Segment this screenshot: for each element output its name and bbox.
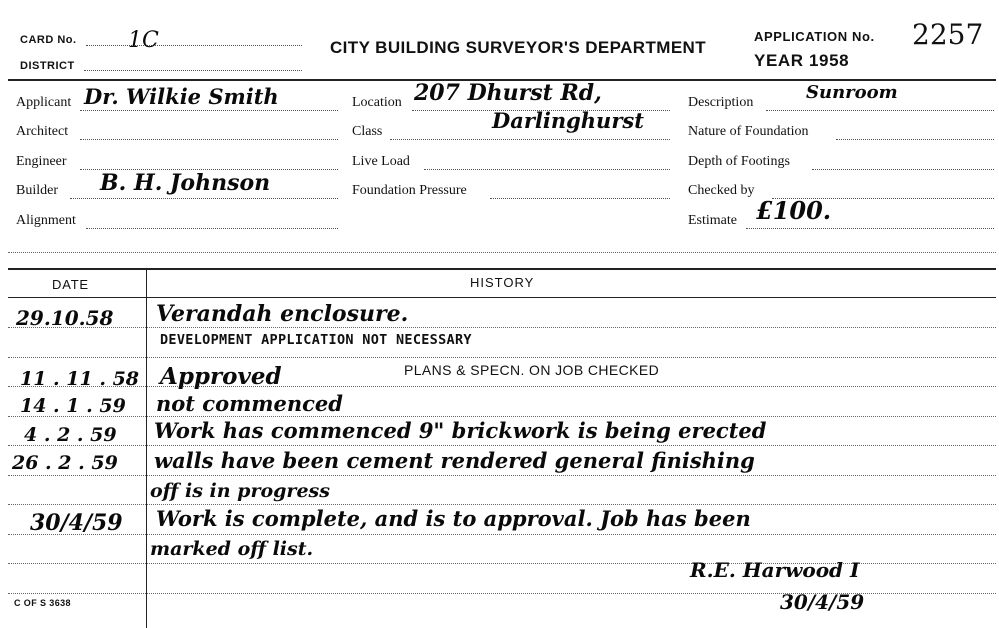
- entry-text: Work is complete, and is to approval. Job has been: [156, 506, 751, 531]
- class-label: Class: [352, 124, 383, 139]
- live-load-line: [424, 169, 670, 170]
- foundation-pressure-label: Foundation Pressure: [352, 183, 467, 198]
- ruled-line: [8, 386, 996, 387]
- application-no-label: APPLICATION No.: [754, 29, 875, 44]
- history-top-rule: [8, 268, 996, 270]
- date-column-header: DATE: [52, 277, 89, 292]
- year-label: YEAR 1958: [754, 51, 850, 70]
- entry-date: 26 . 2 . 59: [12, 452, 118, 474]
- builder-line: [70, 198, 338, 199]
- signature: R.E. Harwood I: [690, 558, 860, 582]
- history-column-header: HISTORY: [470, 275, 535, 290]
- description-value: Sunroom: [806, 82, 898, 103]
- checked-by-label: Checked by: [688, 183, 755, 198]
- entry-text: Verandah enclosure.: [156, 301, 409, 327]
- depth-of-footings-line: [812, 169, 994, 170]
- class-line: [390, 139, 670, 140]
- applicant-line: [80, 110, 338, 111]
- department-title: CITY BUILDING SURVEYOR'S DEPARTMENT: [330, 38, 707, 57]
- column-divider: [146, 269, 147, 628]
- ruled-line: [8, 475, 996, 476]
- location-label: Location: [352, 95, 402, 110]
- entry-date: 11 . 11 . 58: [20, 368, 140, 390]
- description-line: [766, 110, 994, 111]
- entry-text: marked off list.: [150, 538, 314, 560]
- architect-label: Architect: [16, 124, 69, 139]
- builder-value: B. H. Johnson: [100, 170, 271, 196]
- field-block-end-line: [8, 252, 996, 253]
- description-label: Description: [688, 95, 754, 110]
- alignment-line: [86, 228, 338, 229]
- location-value-2: Darlinghurst: [492, 108, 644, 133]
- district-line: [84, 70, 302, 71]
- entry-date: 29.10.58: [16, 306, 114, 330]
- ruled-line: [8, 357, 996, 358]
- architect-line: [80, 139, 338, 140]
- estimate-line: [746, 228, 994, 229]
- location-value: 207 Dhurst Rd,: [414, 80, 602, 106]
- ruled-line: [8, 327, 996, 328]
- applicant-label: Applicant: [16, 95, 72, 110]
- applicant-value: Dr. Wilkie Smith: [84, 84, 279, 109]
- nature-of-foundation-label: Nature of Foundation: [688, 124, 809, 139]
- entry-date: 14 . 1 . 59: [20, 395, 126, 417]
- entry-text: walls have been cement rendered general finishing: [154, 448, 755, 473]
- card-no-value: 1C: [128, 28, 159, 53]
- entry-text: not commenced: [156, 391, 343, 416]
- application-no-value: 2257: [912, 18, 984, 51]
- live-load-label: Live Load: [352, 154, 410, 169]
- entry-text: off is in progress: [150, 480, 330, 502]
- entry-date: 30/4/59: [30, 510, 123, 536]
- ruled-line: [8, 416, 996, 417]
- entry-stamp-text: DEVELOPMENT APPLICATION NOT NECESSARY: [160, 332, 472, 348]
- foundation-pressure-line: [490, 198, 670, 199]
- nature-of-foundation-line: [836, 139, 994, 140]
- card-no-line: [86, 45, 302, 46]
- engineer-label: Engineer: [16, 154, 67, 169]
- district-label: DISTRICT: [20, 60, 75, 72]
- entry-date: 4 . 2 . 59: [24, 424, 117, 446]
- ruled-line: [8, 504, 996, 505]
- ruled-line: [8, 534, 996, 535]
- estimate-label: Estimate: [688, 213, 737, 228]
- entry-stamp-text: PLANS & SPECN. ON JOB CHECKED: [404, 362, 660, 378]
- history-header-rule: [8, 297, 996, 298]
- estimate-value: £100.: [756, 196, 832, 225]
- builder-label: Builder: [16, 183, 58, 198]
- entry-text: Approved: [160, 363, 282, 390]
- form-code: C OF S 3638: [14, 598, 71, 608]
- ruled-line: [8, 445, 996, 446]
- depth-of-footings-label: Depth of Footings: [688, 154, 790, 169]
- alignment-label: Alignment: [16, 213, 76, 228]
- entry-text: Work has commenced 9" brickwork is being erected: [154, 418, 767, 443]
- card-no-label: CARD No.: [20, 34, 77, 46]
- signature-date: 30/4/59: [780, 590, 865, 614]
